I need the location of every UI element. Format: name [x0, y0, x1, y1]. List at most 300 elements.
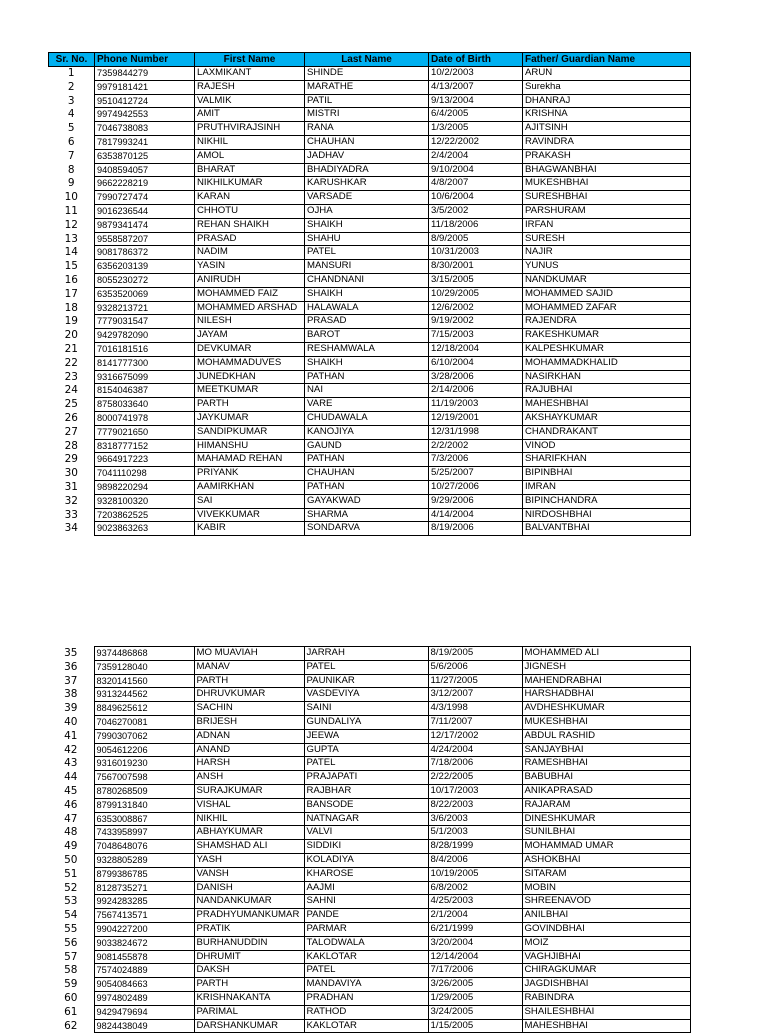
- sr-no-cell: 3: [67, 94, 75, 107]
- phone-number-cell: 9510412724: [95, 94, 195, 108]
- phone-number-cell: 9374486868: [94, 647, 194, 661]
- date-of-birth-cell: 4/3/1998: [428, 702, 522, 716]
- date-of-birth-cell: 8/19/2006: [429, 522, 523, 536]
- last-name-cell: PATEL: [305, 246, 429, 260]
- last-name-cell: SONDARVA: [305, 522, 429, 536]
- sr-no-cell: 24: [64, 384, 78, 397]
- date-of-birth-cell: 3/20/2004: [428, 936, 522, 950]
- father-guardian-name-cell: NASIRKHAN: [523, 370, 691, 384]
- father-guardian-name-cell: VINOD: [523, 439, 691, 453]
- last-name-cell: PAUNIKAR: [304, 674, 428, 688]
- last-name-cell: HALAWALA: [305, 301, 429, 315]
- table-row: [49, 108, 691, 122]
- phone-number-cell: 7046738083: [95, 122, 195, 136]
- table-row: [49, 273, 691, 287]
- table-row: [49, 246, 691, 260]
- phone-number-cell: 6356203139: [95, 260, 195, 274]
- table-row: [48, 674, 690, 688]
- phone-number-cell: 9898220294: [95, 480, 195, 494]
- first-name-cell: NILESH: [195, 315, 305, 329]
- table-row: [48, 647, 690, 661]
- last-name-cell: RESHAMWALA: [305, 342, 429, 356]
- father-guardian-name-cell: ANILBHAI: [522, 909, 690, 923]
- sr-no-cell: 23: [64, 370, 78, 383]
- date-of-birth-cell: 12/31/1998: [429, 425, 523, 439]
- father-guardian-name-cell: MAHENDRABHAI: [522, 674, 690, 688]
- last-name-cell: SHINDE: [305, 67, 429, 81]
- date-of-birth-cell: 4/25/2003: [428, 895, 522, 909]
- first-name-cell: ANIRUDH: [195, 273, 305, 287]
- first-name-cell: SURAJKUMAR: [194, 784, 304, 798]
- date-of-birth-cell: 12/14/2004: [428, 950, 522, 964]
- date-of-birth-cell: 7/15/2003: [429, 329, 523, 343]
- first-name-cell: PRUTHVIRAJSINH: [195, 122, 305, 136]
- father-guardian-name-cell: NIRDOSHBHAI: [523, 508, 691, 522]
- last-name-cell: RATHOD: [304, 1005, 428, 1019]
- last-name-cell: KAKLOTAR: [304, 950, 428, 964]
- table-header-row: [49, 53, 691, 67]
- first-name-cell: VISHAL: [194, 798, 304, 812]
- first-name-cell: LAXMIKANT: [195, 67, 305, 81]
- father-guardian-name-cell: YUNUS: [523, 260, 691, 274]
- first-name-cell: BHARAT: [195, 163, 305, 177]
- phone-number-cell: 8128735271: [94, 881, 194, 895]
- table-row: [49, 398, 691, 412]
- last-name-cell: PANDE: [304, 909, 428, 923]
- phone-number-cell: 7359844279: [95, 67, 195, 81]
- first-name-cell: MOHAMMADUVES: [195, 356, 305, 370]
- phone-number-cell: 8318777152: [95, 439, 195, 453]
- date-of-birth-cell: 10/2/2003: [429, 67, 523, 81]
- first-name-cell: PRATIK: [194, 922, 304, 936]
- first-name-cell: ADNAN: [194, 729, 304, 743]
- father-guardian-name-cell: RAJARAM: [522, 798, 690, 812]
- date-of-birth-cell: 10/19/2005: [428, 867, 522, 881]
- first-name-cell: VIVEKKUMAR: [195, 508, 305, 522]
- date-of-birth-cell: 8/19/2005: [428, 647, 522, 661]
- last-name-cell: PRAJAPATI: [304, 771, 428, 785]
- phone-number-cell: 9558587207: [95, 232, 195, 246]
- table-row: [49, 522, 691, 536]
- phone-number-cell: 9429782090: [95, 329, 195, 343]
- father-guardian-name-cell: MAHESHBHAI: [522, 1019, 690, 1033]
- date-of-birth-cell: 8/4/2006: [428, 853, 522, 867]
- date-of-birth-cell: 2/4/2004: [429, 149, 523, 163]
- table-row: [49, 80, 691, 94]
- first-name-cell: PARTH: [195, 398, 305, 412]
- phone-number-cell: 9974802489: [94, 991, 194, 1005]
- first-name-cell: NADIM: [195, 246, 305, 260]
- father-guardian-name-cell: AVDHESHKUMAR: [522, 702, 690, 716]
- phone-number-cell: 8055230272: [95, 273, 195, 287]
- phone-number-cell: 7041110298: [95, 467, 195, 481]
- phone-number-cell: 7046270081: [94, 715, 194, 729]
- phone-number-cell: 9662228219: [95, 177, 195, 191]
- father-guardian-name-cell: SITARAM: [522, 867, 690, 881]
- table-row: [48, 909, 690, 923]
- date-of-birth-cell: 4/24/2004: [428, 743, 522, 757]
- father-guardian-name-cell: DINESHKUMAR: [522, 812, 690, 826]
- sr-no-cell: 40: [64, 715, 78, 728]
- phone-number-cell: 7016181516: [95, 342, 195, 356]
- sr-no-cell: 44: [64, 771, 78, 784]
- sr-no-cell: 41: [64, 729, 78, 742]
- date-of-birth-cell: 10/27/2006: [429, 480, 523, 494]
- first-name-cell: YASIN: [195, 260, 305, 274]
- phone-number-cell: 7990307062: [94, 729, 194, 743]
- last-name-cell: MARATHE: [305, 80, 429, 94]
- first-name-cell: PARTH: [194, 978, 304, 992]
- last-name-cell: KARUSHKAR: [305, 177, 429, 191]
- sr-no-cell: 39: [64, 702, 78, 715]
- date-of-birth-cell: 10/17/2003: [428, 784, 522, 798]
- sr-no-cell: 30: [64, 467, 78, 480]
- sr-no-cell: 36: [64, 660, 78, 673]
- table-row: [49, 329, 691, 343]
- first-name-cell: MANAV: [194, 660, 304, 674]
- header-last-name: Last Name: [305, 53, 429, 67]
- phone-number-cell: 6353520069: [95, 287, 195, 301]
- table-row: [49, 370, 691, 384]
- table-row: [49, 232, 691, 246]
- sr-no-cell: 31: [64, 480, 78, 493]
- father-guardian-name-cell: AKSHAYKUMAR: [523, 411, 691, 425]
- first-name-cell: DARSHANKUMAR: [194, 1019, 304, 1033]
- first-name-cell: RAJESH: [195, 80, 305, 94]
- table-row: [48, 798, 690, 812]
- sr-no-cell: 4: [67, 108, 75, 121]
- first-name-cell: YASH: [194, 853, 304, 867]
- sr-no-cell: 61: [64, 1005, 78, 1018]
- phone-number-cell: 8154046387: [95, 384, 195, 398]
- table-row: [49, 384, 691, 398]
- date-of-birth-cell: 3/26/2005: [428, 978, 522, 992]
- first-name-cell: PRADHYUMANKUMAR: [194, 909, 304, 923]
- father-guardian-name-cell: MOHAMMADKHALID: [523, 356, 691, 370]
- first-name-cell: PRASAD: [195, 232, 305, 246]
- table-row: [48, 702, 690, 716]
- father-guardian-name-cell: ASHOKBHAI: [522, 853, 690, 867]
- first-name-cell: NANDANKUMAR: [194, 895, 304, 909]
- sr-no-cell: 19: [64, 315, 78, 328]
- last-name-cell: GUNDALIYA: [304, 715, 428, 729]
- phone-number-cell: 7779031547: [95, 315, 195, 329]
- table-row: [48, 715, 690, 729]
- first-name-cell: ANSH: [194, 771, 304, 785]
- sr-no-cell: 57: [64, 950, 78, 963]
- first-name-cell: HIMANSHU: [195, 439, 305, 453]
- father-guardian-name-cell: MOHAMMAD UMAR: [522, 840, 690, 854]
- last-name-cell: KOLADIYA: [304, 853, 428, 867]
- table-row: [49, 287, 691, 301]
- first-name-cell: NIKHIL: [194, 812, 304, 826]
- date-of-birth-cell: 7/3/2006: [429, 453, 523, 467]
- date-of-birth-cell: 3/15/2005: [429, 273, 523, 287]
- phone-number-cell: 7433958997: [94, 826, 194, 840]
- last-name-cell: VARSADE: [305, 191, 429, 205]
- table-row: [49, 411, 691, 425]
- first-name-cell: DHRUVKUMAR: [194, 688, 304, 702]
- date-of-birth-cell: 8/28/1999: [428, 840, 522, 854]
- last-name-cell: MISTRI: [305, 108, 429, 122]
- father-guardian-name-cell: MOHAMMED SAJID: [523, 287, 691, 301]
- sr-no-cell: 37: [64, 674, 78, 687]
- phone-number-cell: 7574024889: [94, 964, 194, 978]
- phone-number-cell: 7359128040: [94, 660, 194, 674]
- phone-number-cell: 9974942553: [95, 108, 195, 122]
- date-of-birth-cell: 12/22/2002: [429, 135, 523, 149]
- table-row: [49, 315, 691, 329]
- father-guardian-name-cell: BHAGWANBHAI: [523, 163, 691, 177]
- date-of-birth-cell: 7/18/2006: [428, 757, 522, 771]
- first-name-cell: MOHAMMED ARSHAD: [195, 301, 305, 315]
- table-row: [49, 260, 691, 274]
- first-name-cell: MO MUAVIAH: [194, 647, 304, 661]
- date-of-birth-cell: 4/8/2007: [429, 177, 523, 191]
- date-of-birth-cell: 6/21/1999: [428, 922, 522, 936]
- first-name-cell: KRISHNAKANTA: [194, 991, 304, 1005]
- table-row: [49, 439, 691, 453]
- father-guardian-name-cell: SHAILESHBHAI: [522, 1005, 690, 1019]
- sr-no-cell: 60: [64, 991, 78, 1004]
- sr-no-cell: 13: [64, 232, 78, 245]
- father-guardian-name-cell: CHIRAGKUMAR: [522, 964, 690, 978]
- date-of-birth-cell: 5/1/2003: [428, 826, 522, 840]
- last-name-cell: RANA: [305, 122, 429, 136]
- father-guardian-name-cell: RAMESHBHAI: [522, 757, 690, 771]
- table-row: [49, 494, 691, 508]
- father-guardian-name-cell: SUNILBHAI: [522, 826, 690, 840]
- date-of-birth-cell: 10/31/2003: [429, 246, 523, 260]
- father-guardian-name-cell: NAJIR: [523, 246, 691, 260]
- father-guardian-name-cell: MOBIN: [522, 881, 690, 895]
- date-of-birth-cell: 2/1/2004: [428, 909, 522, 923]
- phone-number-cell: 9824438049: [94, 1019, 194, 1033]
- sr-no-cell: 34: [64, 522, 78, 535]
- date-of-birth-cell: 8/22/2003: [428, 798, 522, 812]
- sr-no-cell: 43: [64, 757, 78, 770]
- table-row: [48, 729, 690, 743]
- sr-no-cell: 10: [64, 191, 78, 204]
- date-of-birth-cell: 3/28/2006: [429, 370, 523, 384]
- phone-number-cell: 8141777300: [95, 356, 195, 370]
- date-of-birth-cell: 10/29/2005: [429, 287, 523, 301]
- table-row: [48, 1005, 690, 1019]
- sr-no-cell: 17: [64, 287, 78, 300]
- first-name-cell: CHHOTU: [195, 204, 305, 218]
- first-name-cell: VALMIK: [195, 94, 305, 108]
- table-row: [48, 660, 690, 674]
- phone-number-cell: 9408594057: [95, 163, 195, 177]
- date-of-birth-cell: 8/30/2001: [429, 260, 523, 274]
- sr-no-cell: 6: [67, 135, 75, 148]
- first-name-cell: AMOL: [195, 149, 305, 163]
- table-row: [49, 480, 691, 494]
- sr-no-cell: 27: [64, 425, 78, 438]
- sr-no-cell: 21: [64, 342, 78, 355]
- last-name-cell: CHUDAWALA: [305, 411, 429, 425]
- first-name-cell: SAI: [195, 494, 305, 508]
- father-guardian-name-cell: HARSHADBHAI: [522, 688, 690, 702]
- table-row: [49, 177, 691, 191]
- phone-number-cell: 9081786372: [95, 246, 195, 260]
- first-name-cell: NIKHILKUMAR: [195, 177, 305, 191]
- last-name-cell: SAINI: [304, 702, 428, 716]
- table-row: [48, 991, 690, 1005]
- last-name-cell: CHAUHAN: [305, 467, 429, 481]
- first-name-cell: MEETKUMAR: [195, 384, 305, 398]
- father-guardian-name-cell: BIPINCHANDRA: [523, 494, 691, 508]
- table-row: [48, 978, 690, 992]
- sr-no-cell: 7: [67, 149, 75, 162]
- sr-no-cell: 56: [64, 936, 78, 949]
- sr-no-cell: 59: [64, 978, 78, 991]
- first-name-cell: SHAMSHAD ALI: [194, 840, 304, 854]
- phone-number-cell: 6353870125: [95, 149, 195, 163]
- student-table-page-1: [48, 52, 691, 536]
- first-name-cell: BURHANUDDIN: [194, 936, 304, 950]
- sr-no-cell: 33: [64, 508, 78, 521]
- father-guardian-name-cell: AJITSINH: [523, 122, 691, 136]
- first-name-cell: MOHAMMED FAIZ: [195, 287, 305, 301]
- father-guardian-name-cell: RAJUBHAI: [523, 384, 691, 398]
- last-name-cell: CHAUHAN: [305, 135, 429, 149]
- date-of-birth-cell: 5/6/2006: [428, 660, 522, 674]
- sr-no-cell: 28: [64, 439, 78, 452]
- last-name-cell: PATEL: [304, 964, 428, 978]
- first-name-cell: VANSH: [194, 867, 304, 881]
- table-row: [48, 922, 690, 936]
- first-name-cell: HARSH: [194, 757, 304, 771]
- last-name-cell: BANSODE: [304, 798, 428, 812]
- date-of-birth-cell: 1/3/2005: [429, 122, 523, 136]
- father-guardian-name-cell: BIPINBHAI: [523, 467, 691, 481]
- first-name-cell: ANAND: [194, 743, 304, 757]
- table-row: [49, 356, 691, 370]
- last-name-cell: RAJBHAR: [304, 784, 428, 798]
- sr-no-cell: 25: [64, 398, 78, 411]
- date-of-birth-cell: 6/4/2005: [429, 108, 523, 122]
- date-of-birth-cell: 9/13/2004: [429, 94, 523, 108]
- father-guardian-name-cell: Surekha: [523, 80, 691, 94]
- sr-no-cell: 38: [64, 688, 78, 701]
- phone-number-cell: 9316675099: [95, 370, 195, 384]
- date-of-birth-cell: 2/2/2002: [429, 439, 523, 453]
- father-guardian-name-cell: ARUN: [523, 67, 691, 81]
- table-row: [49, 135, 691, 149]
- last-name-cell: MANSURI: [305, 260, 429, 274]
- table-row: [49, 342, 691, 356]
- phone-number-cell: 8000741978: [95, 411, 195, 425]
- phone-number-cell: 7779021650: [95, 425, 195, 439]
- sr-no-cell: 11: [64, 204, 78, 217]
- first-name-cell: JAYKUMAR: [195, 411, 305, 425]
- phone-number-cell: 9924283285: [94, 895, 194, 909]
- table-row: [48, 895, 690, 909]
- last-name-cell: OJHA: [305, 204, 429, 218]
- sr-no-cell: 16: [64, 273, 78, 286]
- date-of-birth-cell: 9/19/2002: [429, 315, 523, 329]
- date-of-birth-cell: 12/18/2004: [429, 342, 523, 356]
- first-name-cell: KARAN: [195, 191, 305, 205]
- date-of-birth-cell: 7/11/2007: [428, 715, 522, 729]
- last-name-cell: NAI: [305, 384, 429, 398]
- father-guardian-name-cell: KRISHNA: [523, 108, 691, 122]
- phone-number-cell: 6353008867: [94, 812, 194, 826]
- last-name-cell: SHAHU: [305, 232, 429, 246]
- last-name-cell: KAKLOTAR: [304, 1019, 428, 1033]
- father-guardian-name-cell: MUKESHBHAI: [523, 177, 691, 191]
- last-name-cell: PATEL: [304, 660, 428, 674]
- phone-number-cell: 9081455878: [94, 950, 194, 964]
- first-name-cell: KABIR: [195, 522, 305, 536]
- last-name-cell: VALVI: [304, 826, 428, 840]
- sr-no-cell: 46: [64, 798, 78, 811]
- first-name-cell: PARIMAL: [194, 1005, 304, 1019]
- first-name-cell: BRIJESH: [194, 715, 304, 729]
- father-guardian-name-cell: MAHESHBHAI: [523, 398, 691, 412]
- phone-number-cell: 9054612206: [94, 743, 194, 757]
- table-row: [48, 826, 690, 840]
- last-name-cell: PRASAD: [305, 315, 429, 329]
- phone-number-cell: 8849625612: [94, 702, 194, 716]
- first-name-cell: ABHAYKUMAR: [194, 826, 304, 840]
- table-row: [48, 812, 690, 826]
- date-of-birth-cell: 6/8/2002: [428, 881, 522, 895]
- sr-no-cell: 49: [64, 840, 78, 853]
- father-guardian-name-cell: DHANRAJ: [523, 94, 691, 108]
- father-guardian-name-cell: RAKESHKUMAR: [523, 329, 691, 343]
- table-row: [48, 853, 690, 867]
- last-name-cell: MANDAVIYA: [304, 978, 428, 992]
- sr-no-cell: 54: [64, 909, 78, 922]
- phone-number-cell: 7048648076: [94, 840, 194, 854]
- father-guardian-name-cell: MOIZ: [522, 936, 690, 950]
- sr-no-cell: 15: [64, 260, 78, 273]
- table-row: [49, 218, 691, 232]
- table-row: [49, 67, 691, 81]
- last-name-cell: PATHAN: [305, 480, 429, 494]
- date-of-birth-cell: 4/14/2004: [429, 508, 523, 522]
- student-table-page-2: [48, 646, 691, 1033]
- last-name-cell: JARRAH: [304, 647, 428, 661]
- father-guardian-name-cell: KALPESHKUMAR: [523, 342, 691, 356]
- first-name-cell: DAKSH: [194, 964, 304, 978]
- first-name-cell: DHRUMIT: [194, 950, 304, 964]
- last-name-cell: BHADIYADRA: [305, 163, 429, 177]
- date-of-birth-cell: 11/19/2003: [429, 398, 523, 412]
- last-name-cell: SIDDIKI: [304, 840, 428, 854]
- sr-no-cell: 18: [64, 301, 78, 314]
- sr-no-cell: 22: [64, 356, 78, 369]
- father-guardian-name-cell: MOHAMMED ZAFAR: [523, 301, 691, 315]
- date-of-birth-cell: 10/6/2004: [429, 191, 523, 205]
- header-phone-number: Phone Number: [95, 53, 195, 67]
- date-of-birth-cell: 3/12/2007: [428, 688, 522, 702]
- date-of-birth-cell: 12/6/2002: [429, 301, 523, 315]
- phone-number-cell: 9023863263: [95, 522, 195, 536]
- last-name-cell: PATHAN: [305, 453, 429, 467]
- phone-number-cell: 9328100320: [95, 494, 195, 508]
- table-row: [49, 163, 691, 177]
- table-row: [49, 122, 691, 136]
- first-name-cell: PRIYANK: [195, 467, 305, 481]
- table-row: [49, 453, 691, 467]
- first-name-cell: JAYAM: [195, 329, 305, 343]
- sr-no-cell: 5: [67, 122, 75, 135]
- table-row: [48, 964, 690, 978]
- father-guardian-name-cell: PARSHURAM: [523, 204, 691, 218]
